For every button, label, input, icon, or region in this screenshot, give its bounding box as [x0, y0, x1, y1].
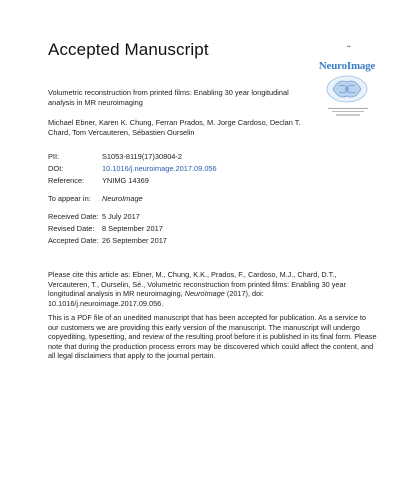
- accepted-row: [48, 236, 167, 245]
- citation-paragraph: [48, 270, 378, 308]
- received-label: Received Date:: [48, 212, 99, 221]
- citation-text: Please cite this article as: Ebner, M., Chung, K.K., Prados, F., Cardoso, M.J., Chard, D.T., Vercauteren, T., Ourselin, Sé., Volumetric reconstruction from printed films: Enabling 30 year longitudinal analysis in MR neuroimaging,: [48, 270, 346, 299]
- citation-doi: (2017), doi: 10.1016/j.neuroimage.2017.09.056.: [48, 289, 264, 308]
- revised-label: Revised Date:: [48, 224, 95, 233]
- pii-label: PII:: [48, 152, 60, 161]
- brain-scan-icon: [325, 74, 369, 104]
- doi-label: DOI:: [48, 164, 64, 173]
- appear-value: NeuroImage: [102, 194, 143, 203]
- disclaimer-paragraph: This is a PDF file of an unedited manuscript that has been accepted for publication. As a service to our customers we are providing this early version of the manuscript. The manuscript will undergo copyediting, typesetting, and review of the resulting proof before it is published in its final form. Please note that during the production process errors may be discovered which could affect the content, and all legal disclaimers that apply to the journal pertain.: [48, 313, 377, 361]
- received-row: [48, 212, 140, 221]
- accepted-label: Accepted Date:: [48, 236, 99, 245]
- reference-row: [48, 176, 149, 185]
- doi-link[interactable]: 10.1016/j.neuroimage.2017.09.056: [102, 164, 217, 173]
- pii-value: S1053-8119(17)30804-2: [102, 152, 182, 161]
- article-authors: Michael Ebner, Karen K. Chung, Ferran Prados, M. Jorge Cardoso, Declan T. Chard, Tom Vercauteren, Sébastien Ourselin: [48, 118, 301, 137]
- doi-row: [48, 164, 217, 173]
- logo-mark: ▪▪: [347, 44, 351, 50]
- page-heading: Accepted Manuscript: [48, 40, 209, 59]
- received-value: 5 July 2017: [102, 212, 140, 221]
- reference-label: Reference:: [48, 176, 85, 185]
- journal-name: NeuroImage: [318, 60, 376, 72]
- revised-row: [48, 224, 163, 233]
- accepted-value: 26 September 2017: [102, 236, 167, 245]
- appear-label: To appear in:: [48, 194, 91, 203]
- reference-value: YNIMG 14369: [102, 176, 149, 185]
- revised-value: 8 September 2017: [102, 224, 163, 233]
- appear-row: [48, 194, 143, 203]
- article-title: Volumetric reconstruction from printed films: Enabling 30 year longitudinal analysis in MR neuroimaging: [48, 88, 289, 107]
- citation-journal: NeuroImage: [184, 289, 225, 299]
- journal-logo: [318, 44, 376, 124]
- logo-caption: [322, 107, 374, 116]
- pii-row: [48, 152, 182, 161]
